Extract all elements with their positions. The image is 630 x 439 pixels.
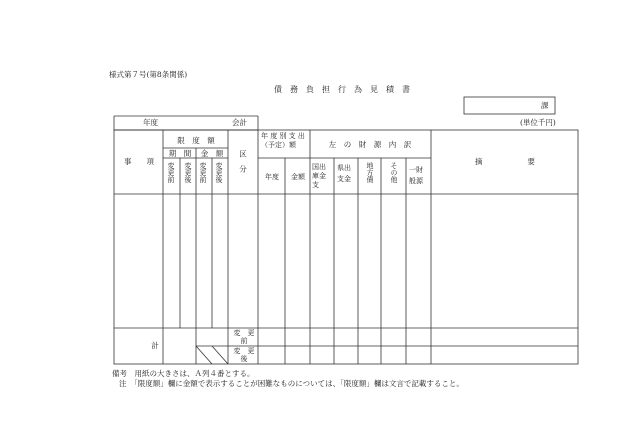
general-label: 一財般源	[409, 166, 423, 185]
limit-period-before: 変更前	[167, 162, 175, 183]
column-prefectural	[337, 163, 354, 185]
column-local-bond: 地方債	[366, 162, 374, 183]
year-label: 年度	[143, 118, 158, 127]
column-other: その他	[390, 162, 398, 183]
column-item: 事 項	[124, 157, 154, 166]
column-funding-breakdown: 左 の 財 源 内 訳	[328, 140, 412, 149]
column-period: 期 間	[168, 149, 192, 158]
total-after-text: 変 更 後	[233, 347, 262, 363]
column-annual-amount: 金額	[291, 173, 305, 181]
unit-label: (単位千円)	[520, 118, 556, 127]
annual-expense-label: 年 度 別 支 出（予定）額	[261, 132, 305, 149]
limit-period-after: 変更後	[184, 162, 192, 183]
note-remarks: 備考 用紙の大きさは、Ａ列４番とする。	[112, 369, 255, 378]
column-annual-year: 年度	[265, 173, 279, 181]
section-suffix: 課	[541, 101, 549, 110]
document-title: 債 務 負 担 行 為 見 積 書	[274, 85, 410, 94]
column-general	[409, 165, 427, 187]
note-caution: 注 「限度額」欄に金額で表示することが困難なものについては、「限度額」欄は文言で記載すること。	[119, 379, 464, 388]
total-label: 計	[151, 341, 159, 350]
column-annual-expense	[261, 132, 309, 150]
national-label: 国出庫金支	[312, 163, 326, 189]
limit-amount-before: 変更前	[199, 162, 207, 183]
form-id: 様式第７号(第8条関係)	[109, 70, 188, 79]
total-before-label	[231, 329, 262, 345]
limit-amount-after: 変更後	[215, 162, 223, 183]
column-amount: 金 額	[200, 149, 224, 158]
column-division: 区 分	[238, 150, 248, 173]
column-national	[312, 163, 332, 190]
column-remarks: 摘 要	[475, 157, 535, 166]
prefectural-label: 県出支金	[337, 164, 351, 183]
column-limit: 限 度 額	[177, 136, 215, 145]
total-after-label	[231, 347, 262, 363]
account-label: 会計	[232, 118, 247, 127]
total-before-text: 変 更 前	[233, 329, 262, 345]
